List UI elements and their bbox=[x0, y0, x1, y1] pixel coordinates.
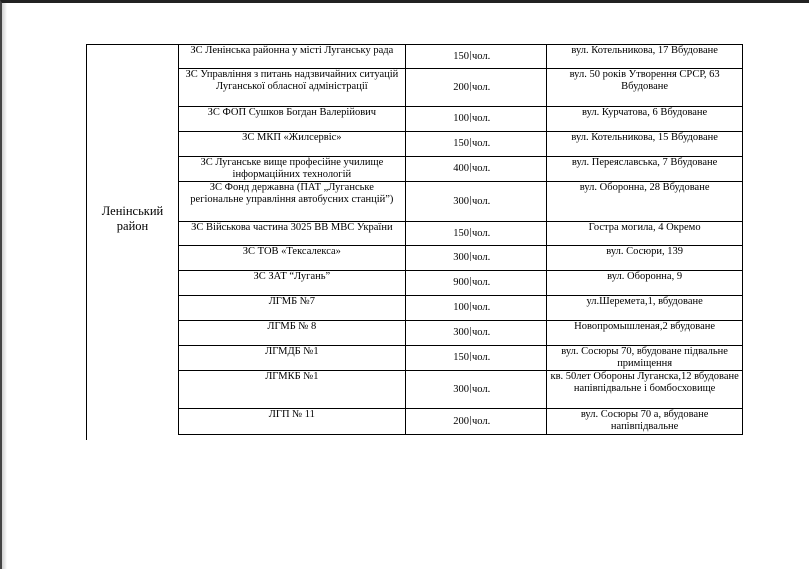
shelter-address: вул. Сосюри, 139 bbox=[547, 246, 743, 271]
cell-divider-mark bbox=[470, 163, 471, 172]
capacity-unit: чол. bbox=[471, 321, 547, 346]
shelter-address: Гостра могила, 4 Окремо bbox=[547, 222, 743, 246]
cell-divider-mark bbox=[470, 196, 471, 205]
cell-divider-mark bbox=[470, 82, 471, 91]
shelter-name: ЗС ФОП Сушков Богдан Валерійович bbox=[179, 107, 406, 132]
capacity-value: 200 bbox=[453, 415, 469, 427]
table-row bbox=[179, 296, 743, 321]
capacity-unit: чол. bbox=[471, 132, 547, 157]
shelter-address: вул. Переяславська, 7 Вбудоване bbox=[547, 157, 743, 182]
capacity-cell bbox=[405, 346, 471, 371]
shelter-name: ЗС Військова частина 3025 ВВ МВС України bbox=[179, 222, 406, 246]
shelter-name: ЛГП № 11 bbox=[179, 409, 406, 435]
capacity-cell bbox=[405, 246, 471, 271]
table-row bbox=[179, 157, 743, 182]
shelter-address: вул. Сосюры 70 а, вбудоване напівпідвальне bbox=[547, 409, 743, 435]
shelter-address: ул.Шеремета,1, вбудоване bbox=[547, 296, 743, 321]
shelter-name: ЗС ТОВ «Тексалекса» bbox=[179, 246, 406, 271]
shelter-name: ЛГМБ № 8 bbox=[179, 321, 406, 346]
cell-divider-mark bbox=[470, 228, 471, 237]
capacity-value: 300 bbox=[453, 383, 469, 395]
shelter-name: ЗС Фонд державна (ПАТ „Луганське регіональне управління автобусних станцій”) bbox=[179, 182, 406, 222]
shelter-address: вул. Оборонна, 9 bbox=[547, 271, 743, 296]
capacity-unit: чол. bbox=[471, 157, 547, 182]
capacity-cell bbox=[405, 296, 471, 321]
shelter-address: вул. Сосюры 70, вбудоване підвальне приміщення bbox=[547, 346, 743, 371]
capacity-cell bbox=[405, 182, 471, 222]
district-label: Ленінський район bbox=[101, 203, 164, 233]
capacity-cell bbox=[405, 271, 471, 296]
capacity-cell bbox=[405, 45, 471, 69]
cell-divider-mark bbox=[470, 384, 471, 393]
capacity-cell bbox=[405, 371, 471, 409]
capacity-unit: чол. bbox=[471, 69, 547, 107]
capacity-unit: чол. bbox=[471, 182, 547, 222]
shelter-name: ЗС Луганське вище професійне училище інформаційних технологій bbox=[179, 157, 406, 182]
table-row bbox=[179, 246, 743, 271]
table-row bbox=[179, 107, 743, 132]
capacity-value: 150 bbox=[453, 352, 469, 364]
capacity-unit: чол. bbox=[471, 371, 547, 409]
shelter-name: ЛГМБ №7 bbox=[179, 296, 406, 321]
capacity-unit: чол. bbox=[471, 222, 547, 246]
capacity-value: 300 bbox=[453, 195, 469, 207]
capacity-value: 400 bbox=[453, 163, 469, 175]
shelter-name: ЗС Управління з питань надзвичайних ситуацій Луганської обласної адміністрації bbox=[179, 69, 406, 107]
page-shadow bbox=[2, 3, 7, 569]
shelter-address: кв. 50лет Обороны Луганска,12 вбудоване напівпідвальне і бомбосховище bbox=[547, 371, 743, 409]
shelter-address: вул. Котельникова, 17 Вбудоване bbox=[547, 45, 743, 69]
capacity-value: 200 bbox=[453, 81, 469, 93]
capacity-value: 150 bbox=[453, 138, 469, 150]
district-cell bbox=[86, 44, 178, 440]
table-row bbox=[179, 222, 743, 246]
capacity-cell bbox=[405, 409, 471, 435]
capacity-value: 150 bbox=[453, 227, 469, 239]
shelter-address: Новопромышленая,2 вбудоване bbox=[547, 321, 743, 346]
capacity-cell bbox=[405, 69, 471, 107]
shelter-name: ЗС МКП «Жилсервіс» bbox=[179, 132, 406, 157]
shelter-table bbox=[178, 44, 743, 435]
capacity-unit: чол. bbox=[471, 45, 547, 69]
table-row bbox=[179, 132, 743, 157]
capacity-value: 300 bbox=[453, 252, 469, 264]
table-row bbox=[179, 45, 743, 69]
capacity-cell bbox=[405, 157, 471, 182]
shelter-name: ЗС Ленінська районна у місті Луганську рада bbox=[179, 45, 406, 69]
capacity-value: 150 bbox=[453, 50, 469, 62]
capacity-unit: чол. bbox=[471, 409, 547, 435]
table-row bbox=[179, 69, 743, 107]
shelter-address: вул. 50 років Утворення СРСР, 63 Вбудоване bbox=[547, 69, 743, 107]
shelter-name: ЗС ЗАТ “Лугань” bbox=[179, 271, 406, 296]
capacity-value: 900 bbox=[453, 277, 469, 289]
table-row bbox=[179, 409, 743, 435]
capacity-value: 300 bbox=[453, 327, 469, 339]
cell-divider-mark bbox=[470, 138, 471, 147]
shelter-address: вул. Курчатова, 6 Вбудоване bbox=[547, 107, 743, 132]
capacity-cell bbox=[405, 132, 471, 157]
capacity-unit: чол. bbox=[471, 271, 547, 296]
capacity-unit: чол. bbox=[471, 346, 547, 371]
shelter-table-body bbox=[179, 45, 743, 435]
cell-divider-mark bbox=[470, 113, 471, 122]
shelter-address: вул. Котельникова, 15 Вбудоване bbox=[547, 132, 743, 157]
capacity-value: 100 bbox=[453, 113, 469, 125]
shelter-address: вул. Оборонна, 28 Вбудоване bbox=[547, 182, 743, 222]
cell-divider-mark bbox=[470, 416, 471, 425]
cell-divider-mark bbox=[470, 51, 471, 60]
table-row bbox=[179, 321, 743, 346]
shelter-name: ЛГМДБ №1 bbox=[179, 346, 406, 371]
capacity-unit: чол. bbox=[471, 296, 547, 321]
cell-divider-mark bbox=[470, 327, 471, 336]
table-row bbox=[179, 271, 743, 296]
table-row bbox=[179, 371, 743, 409]
capacity-unit: чол. bbox=[471, 107, 547, 132]
cell-divider-mark bbox=[470, 277, 471, 286]
cell-divider-mark bbox=[470, 352, 471, 361]
capacity-value: 100 bbox=[453, 302, 469, 314]
shelter-name: ЛГМКБ №1 bbox=[179, 371, 406, 409]
cell-divider-mark bbox=[470, 252, 471, 261]
table-row bbox=[179, 346, 743, 371]
capacity-cell bbox=[405, 107, 471, 132]
capacity-cell bbox=[405, 222, 471, 246]
capacity-cell bbox=[405, 321, 471, 346]
cell-divider-mark bbox=[470, 302, 471, 311]
table-row bbox=[179, 182, 743, 222]
capacity-unit: чол. bbox=[471, 246, 547, 271]
